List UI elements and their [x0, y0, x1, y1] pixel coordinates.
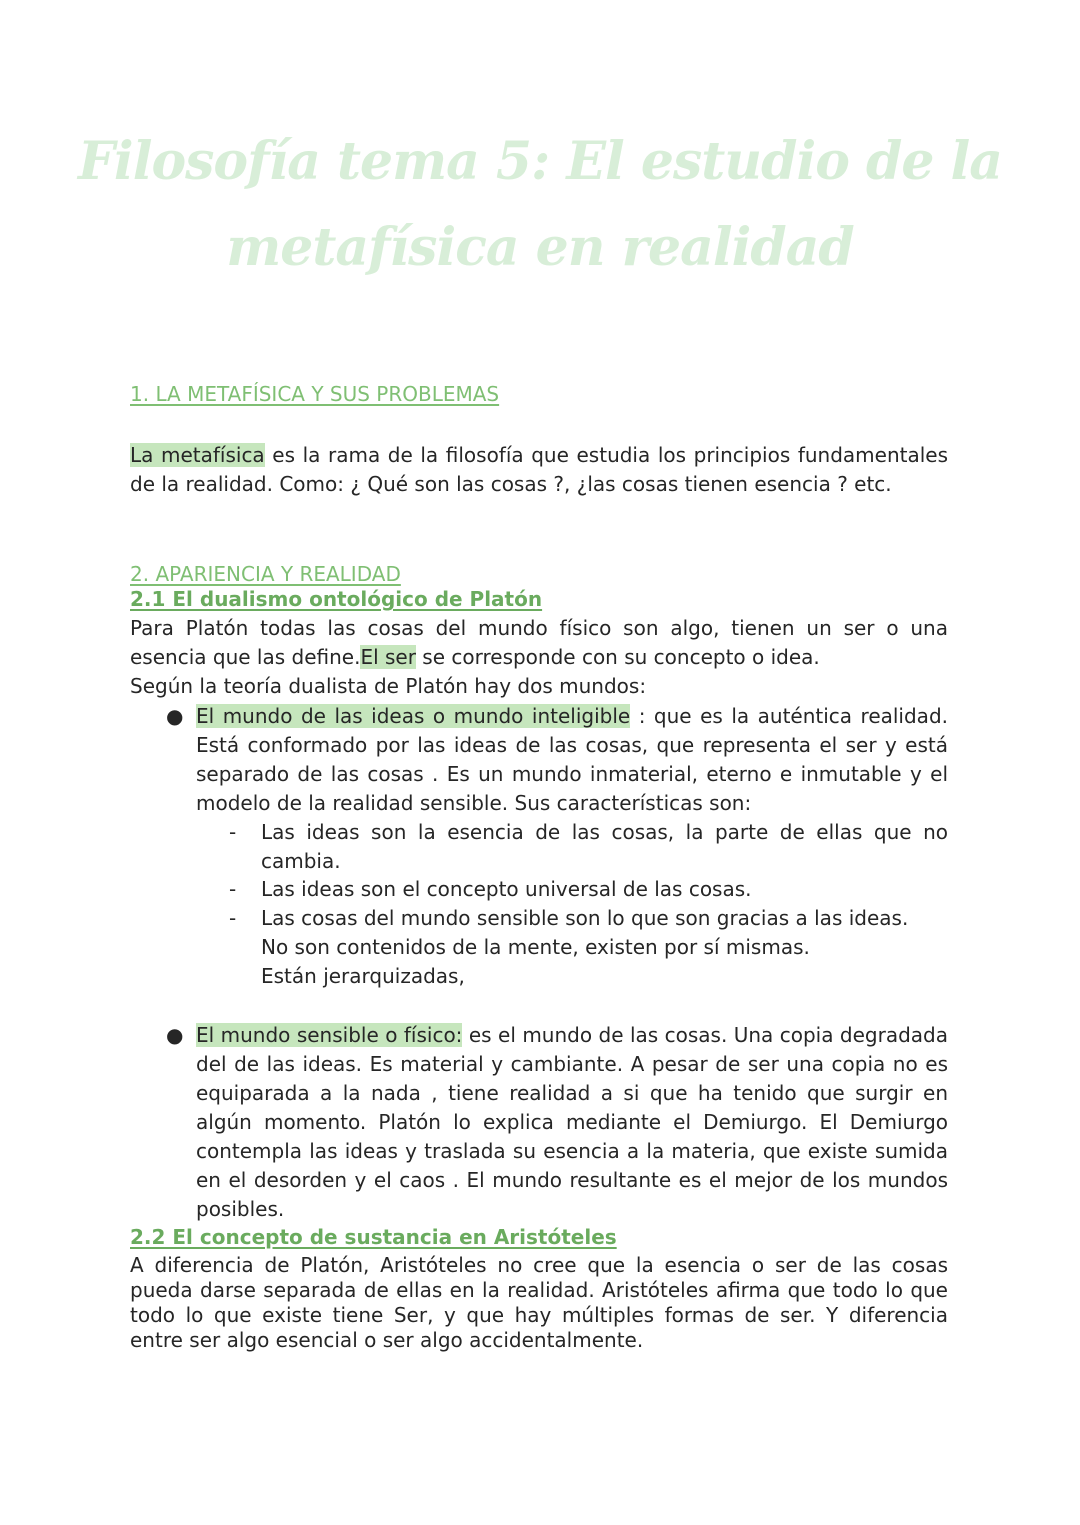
bullet-text: : que es la auténtica realidad. Está conformado por las ideas de las cosas, que representa el ser y está separado de las cosas . Es un mundo inmaterial, eterno e inmutable y el modelo de la realidad sensible. Sus características son: — [196, 704, 948, 815]
dash-icon: - — [229, 820, 237, 844]
intro-text-b: se corresponde con su concepto o idea. — [415, 645, 820, 669]
dash-icon: - — [229, 877, 237, 901]
platon-intro-paragraph — [130, 614, 948, 672]
subsection-2-2-heading: 2.2 El concepto de sustancia en Aristóteles — [130, 1225, 617, 1249]
dash-item-2: Las ideas son el concepto universal de las cosas. — [261, 877, 752, 901]
bullet-item-mundo-inteligible — [196, 702, 948, 818]
dash-item-3-line-1: Las cosas del mundo sensible son lo que son gracias a las ideas. — [261, 906, 909, 930]
highlight-term: El mundo sensible o físico: — [196, 1023, 463, 1047]
dash-item-3-line-2: No son contenidos de la mente, existen por sí mismas. — [261, 935, 810, 959]
bullet-icon: ● — [166, 1023, 184, 1047]
section-2-heading: 2. APARIENCIA Y REALIDAD — [130, 562, 401, 586]
intro-text-a: Para Platón todas las cosas del mundo físico son algo, tienen un ser o una esencia que las define. — [130, 616, 948, 669]
dash-item-3-line-3: Están jerarquizadas, — [261, 964, 465, 988]
dash-icon: - — [229, 906, 237, 930]
highlight-term: El ser — [360, 645, 416, 669]
bullet-item-mundo-sensible — [196, 1021, 948, 1224]
bullet-text: es el mundo de las cosas. Una copia degradada del de las ideas. Es material y cambiante. A pesar de ser una copia no es equiparada a la nada , tiene realidad a si que ha tenido que surgir en algún momento. Platón lo explica mediante el Demiurgo. El Demiurgo contempla las ideas y traslada su esencia a la materia, que existe sumida en el desorden y el caos . El mundo resultante es el mejor de los mundos posibles. — [196, 1023, 948, 1221]
paragraph-text: es la rama de la filosofía que estudia los principios fundamentales de la realidad. Como: ¿ Qué son las cosas ?, ¿las cosas tienen esencia ? etc. — [130, 443, 949, 496]
platon-intro-line-2: Según la teoría dualista de Platón hay dos mundos: — [130, 674, 647, 698]
subsection-2-1-heading: 2.1 El dualismo ontológico de Platón — [130, 587, 543, 611]
dash-item-1: Las ideas son la esencia de las cosas, la parte de ellas que no cambia. — [261, 820, 948, 873]
highlight-term: El mundo de las ideas o mundo inteligible — [196, 704, 631, 728]
section-1-paragraph — [130, 441, 948, 499]
section-1-heading: 1. LA METAFÍSICA Y SUS PROBLEMAS — [130, 382, 500, 406]
page-title-line-2: metafísica en realidad — [226, 217, 854, 278]
page-title-line-1: Filosofía tema 5: El estudio de la — [78, 131, 1002, 192]
aristoteles-paragraph: A diferencia de Platón, Aristóteles no cree que la esencia o ser de las cosas pueda darse separada de ellas en la realidad. Aristóteles afirma que todo lo que todo lo que existe tiene Ser, y que hay múltiples formas de ser. Y diferencia entre ser algo esencial o ser algo accidentalmente. — [130, 1253, 948, 1352]
highlight-term: La metafísica — [130, 443, 265, 467]
bullet-icon: ● — [166, 704, 184, 728]
